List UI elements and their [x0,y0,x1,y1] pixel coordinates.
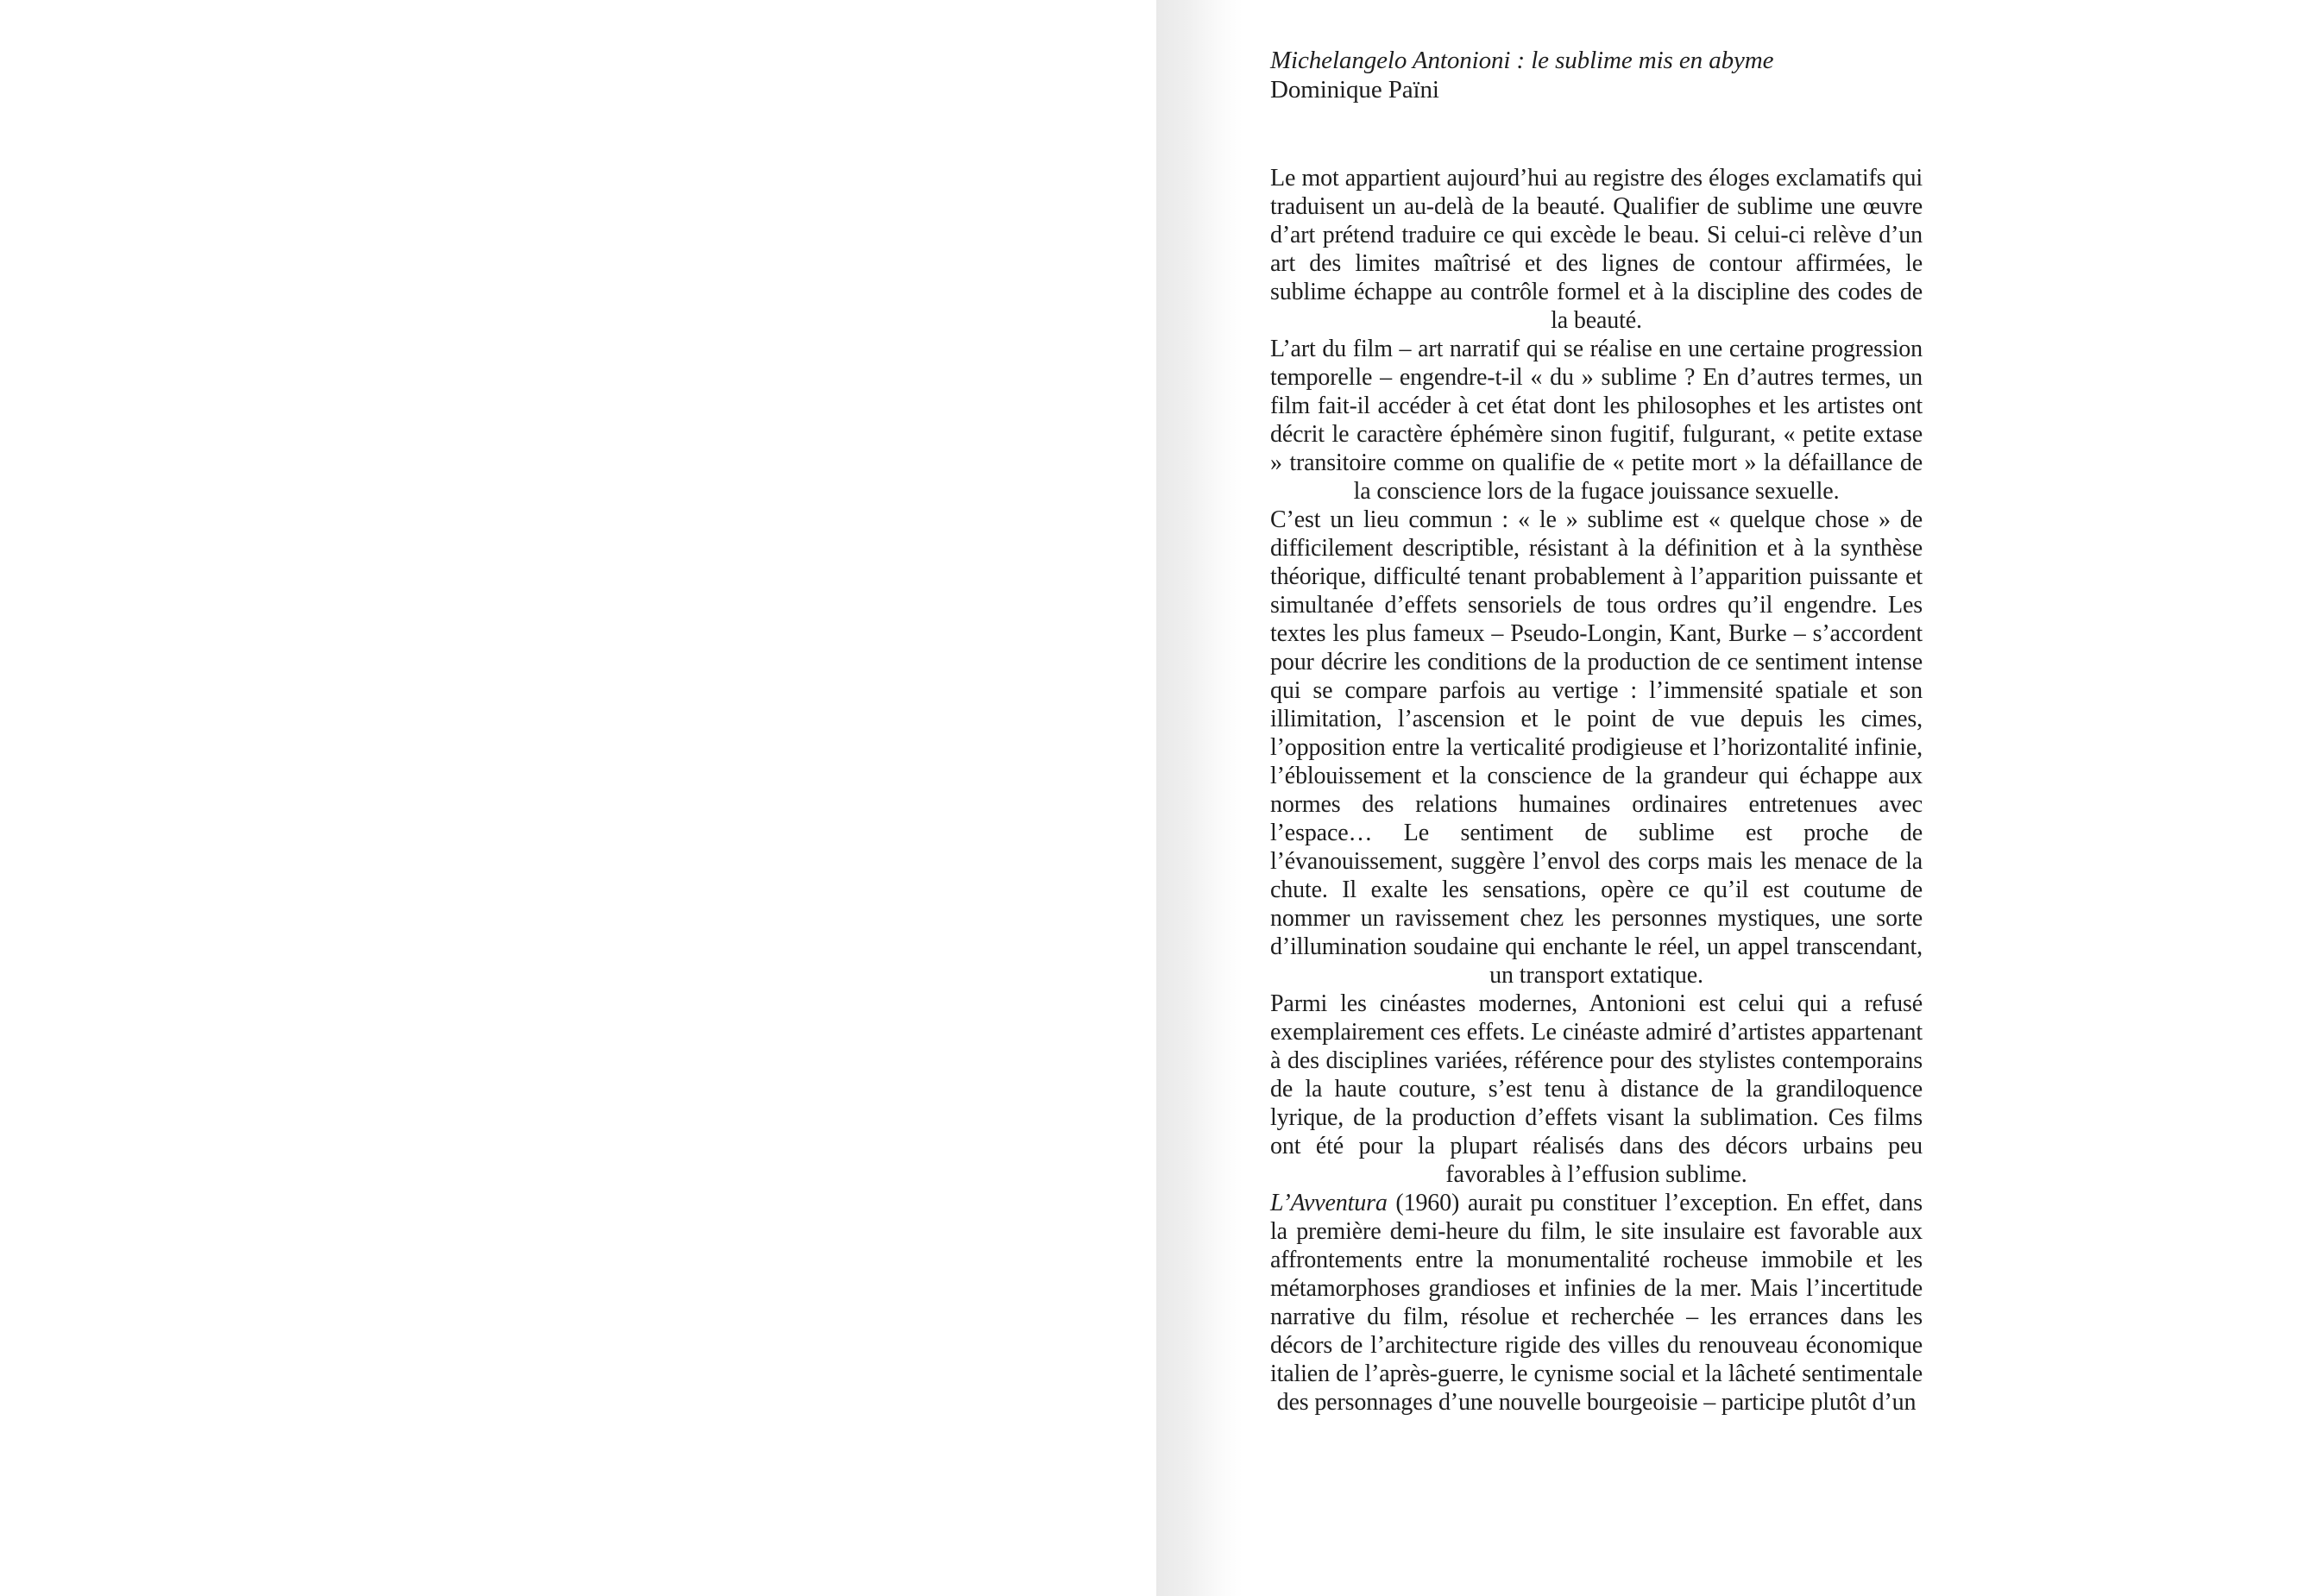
paragraph-text: L’art du film – art narratif qui se réalise en une certaine progression temporelle – engendre-t-il « du » sublime ? En d’autres termes, un film fait-il accéder à cet état dont les philosophes et les artistes ont décrit le caractère éphémère sinon fugitif, fulgurant, « petite extase » transitoire comme on qualifie de « petite mort » la défaillance de la conscience lors de la fugace jouissance sexuelle. [1270,336,1923,505]
paragraph [1270,335,1923,506]
article-author: Dominique Païni [1270,76,1439,104]
article-body [1270,164,1923,1417]
paragraph [1270,990,1923,1189]
article-title: Michelangelo Antonioni : le sublime mis en abyme [1270,47,1774,74]
paragraph [1270,164,1923,335]
paragraph-text: (1960) aurait pu constituer l’exception. En effet, dans la première demi-heure du film, le site insulaire est favorable aux affrontements entre la monumentalité rocheuse immobile et les métamorphoses grandioses et infinies de la mer. Mais l’incertitude narrative du film, résolue et recherchée – les errances dans les décors de l’architecture rigide des villes du renouveau économique italien de l’après-guerre, le cynisme social et la lâcheté sentimentale des personnages d’une nouvelle bourgeoisie – participe plutôt d’un [1270,1190,1923,1416]
paragraph-text: Parmi les cinéastes modernes, Antonioni est celui qui a refusé exemplairement ces effets. Le cinéaste admiré d’artistes appartenant à des disciplines variées, référence pour des stylistes contemporains de la haute couture, s’est tenu à distance de la grandiloquence lyrique, de la production d’effets visant la sublimation. Ces films ont été pour la plupart réalisés dans des décors urbains peu favorables à l’effusion sublime. [1270,990,1923,1188]
paragraph-text: C’est un lieu commun : « le » sublime est « quelque chose » de difficilement descriptible, résistant à la définition et à la synthèse théorique, difficulté tenant probablement à l’apparition puissante et simultanée d’effets sensoriels de tous ordres qu’il engendre. Les textes les plus fameux – Pseudo-Longin, Kant, Burke – s’accordent pour décrire les conditions de la production de ce sentiment intense qui se compare parfois au vertige : l’immensité spatiale et son illimitation, l’ascension et le point de vue depuis les cimes, l’opposition entre la verticalité prodigieuse et l’horizontalité infinie, l’éblouissement et la conscience de la grandeur qui échappe aux normes des relations humaines ordinaires entretenues avec l’espace… Le sentiment de sublime est proche de l’évanouissement, suggère l’envol des corps mais les menace de la chute. Il exalte les sensations, opère ce qu’il est coutume de nommer un ravissement chez les personnes mystiques, une sorte d’illumination soudaine qui enchante le réel, un appel transcendant, un transport extatique. [1270,506,1923,989]
paragraph [1270,1189,1923,1417]
paragraph-text: Le mot appartient aujourd’hui au registre des éloges exclamatifs qui traduisent un au-delà de la beauté. Qualifier de sublime une œuvre d’art prétend traduire ce qui excède le beau. Si celui-ci relève d’un art des limites maîtrisé et des lignes de contour affirmées, le sublime échappe au contrôle formel et à la discipline des codes de la beauté. [1270,165,1923,334]
article-header [1270,46,1923,104]
paragraph [1270,506,1923,990]
right-page [1270,0,1926,1596]
paragraph-italic-lead: L’Avventura [1270,1190,1388,1216]
page-gutter-shadow [1156,0,1243,1596]
